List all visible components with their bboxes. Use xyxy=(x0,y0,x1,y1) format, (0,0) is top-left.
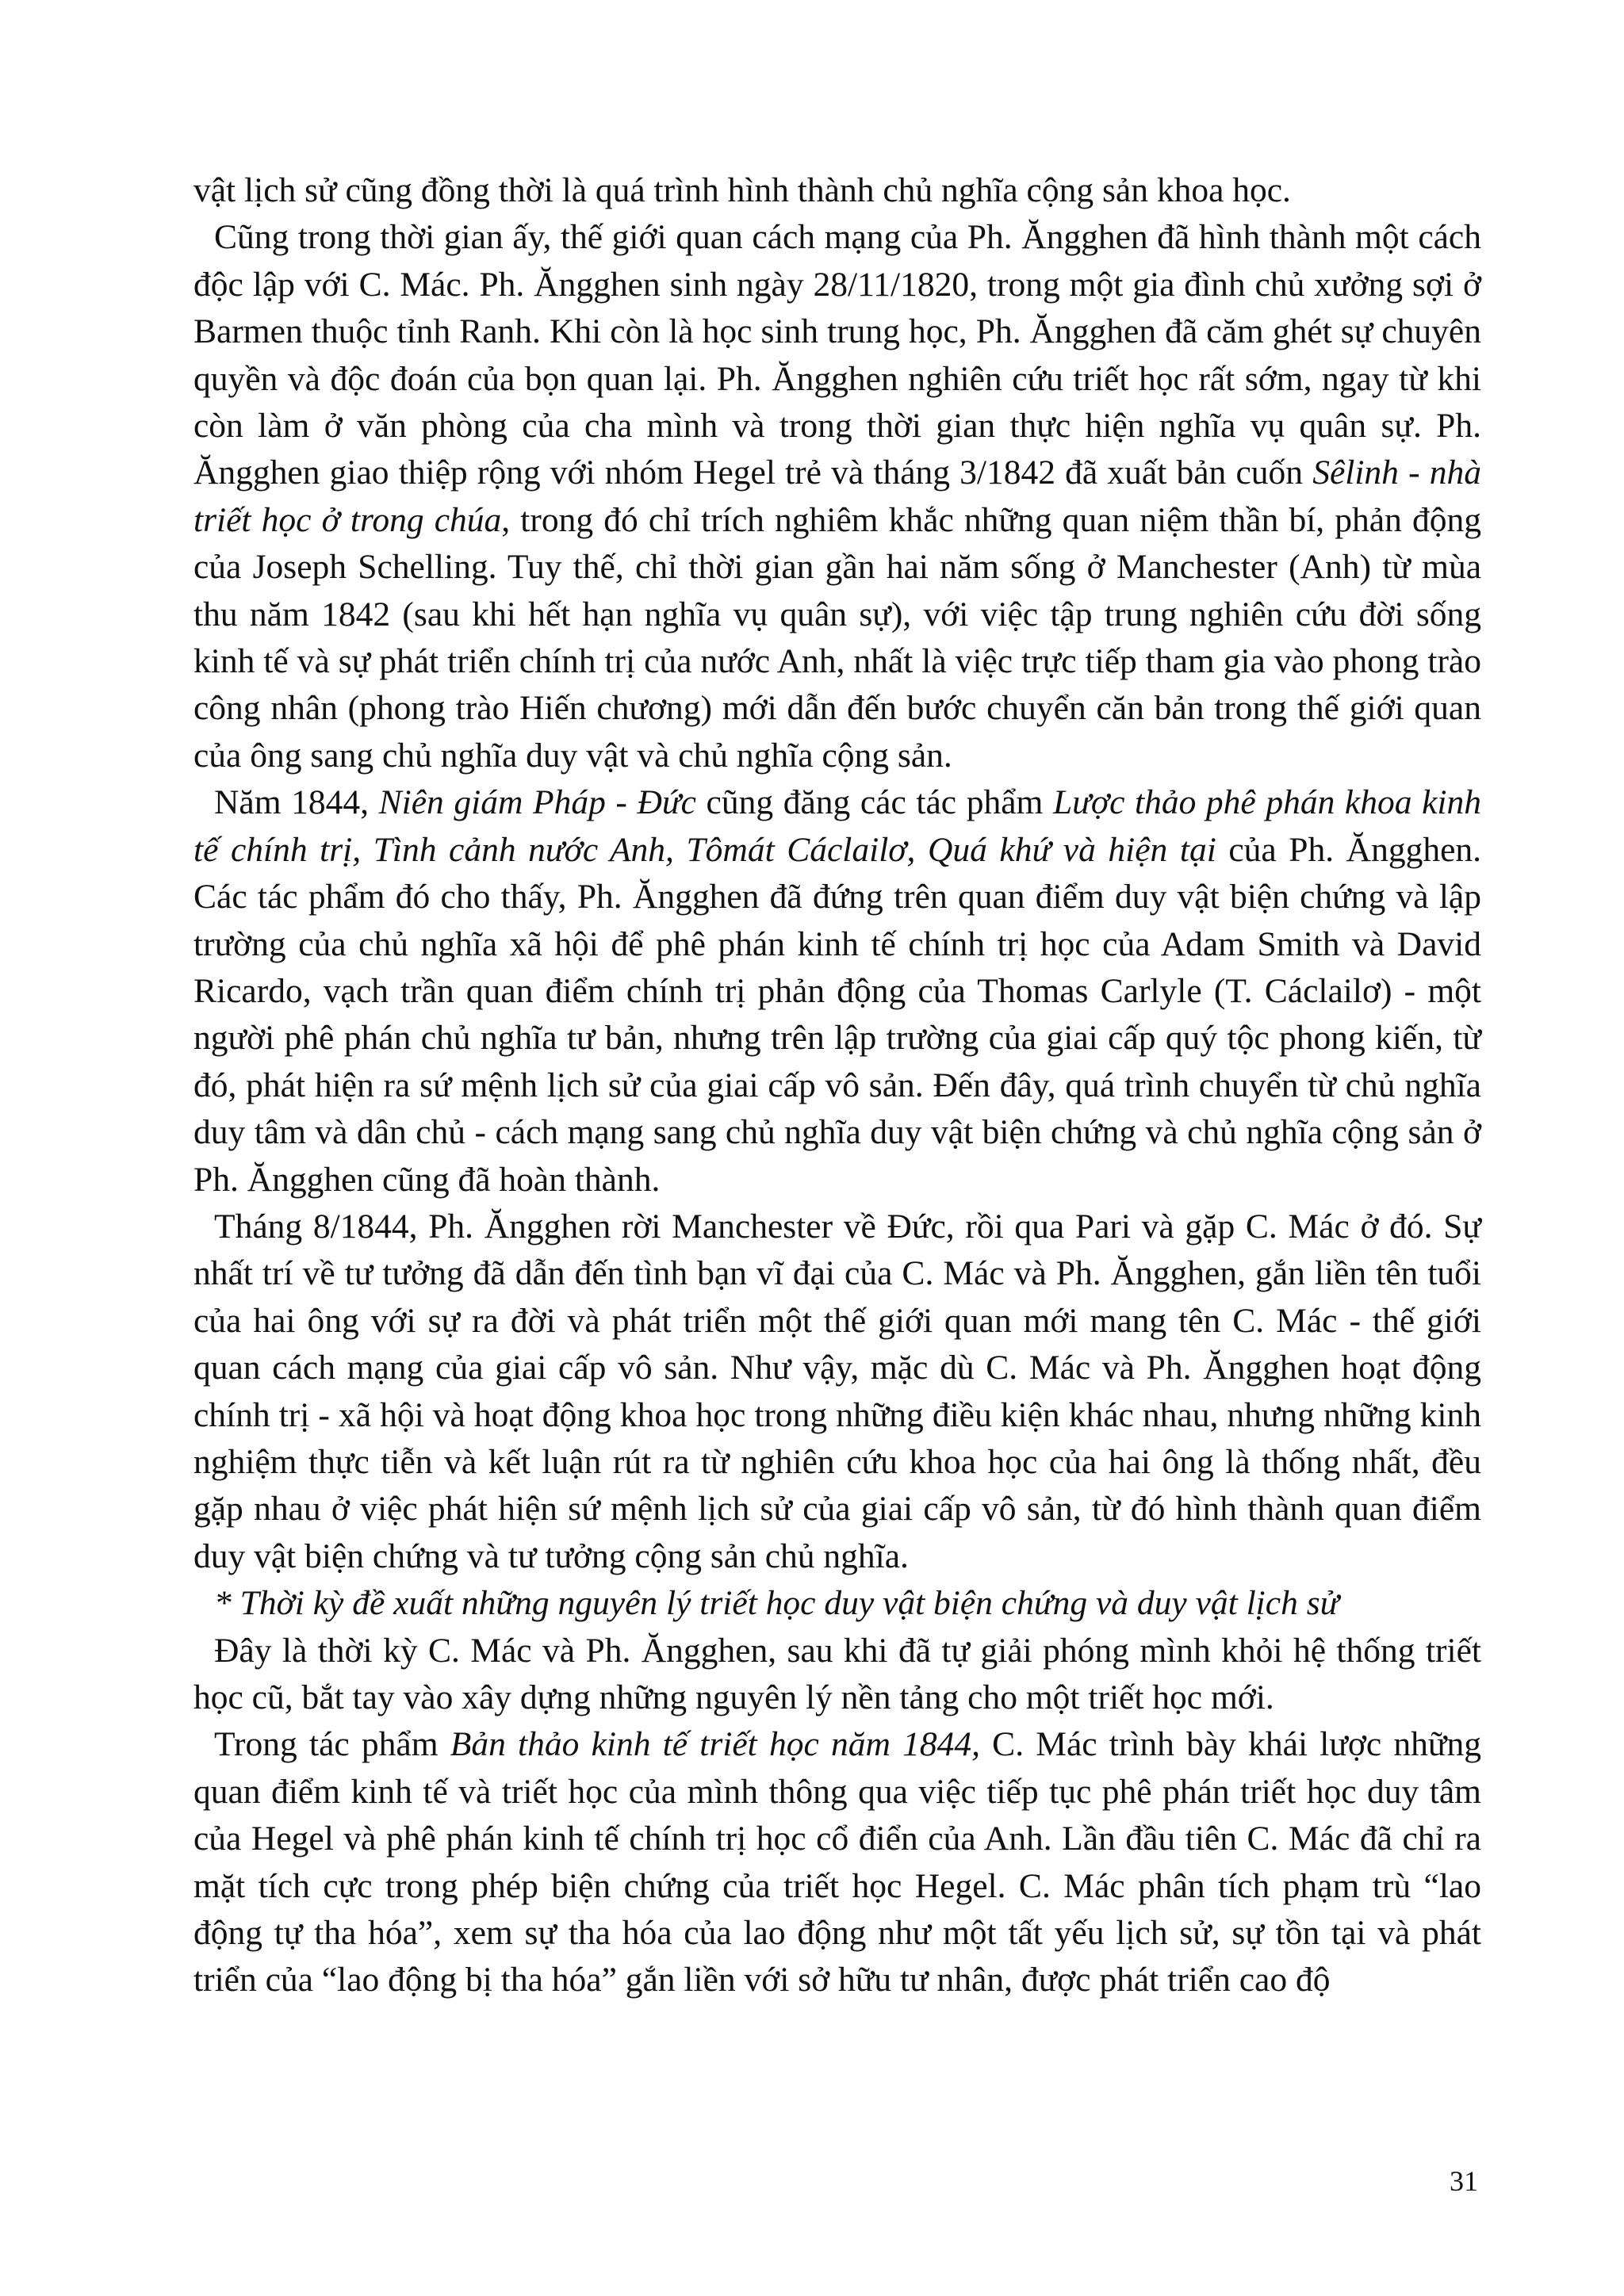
text-run: Trong tác phẩm xyxy=(214,1725,450,1764)
paragraph-1 xyxy=(193,167,1481,214)
text-run: Cũng trong thời gian ấy, thế giới quan cách mạng của Ph. Ăngghen đã hình thành một cách độc lập với C. Mác. Ph. Ăngghen sinh ngày 28/11/1820, trong một gia đình chủ xưởng sợi ở Barmen thuộc tỉnh Ranh. Khi còn là học sinh trung học, Ph. Ăngghen đã căm ghét sự chuyên quyền và độc đoán của bọn quan lại. Ph. Ăngghen nghiên cứu triết học rất sớm, ngay từ khi còn làm ở văn phòng của cha mình và trong thời gian thực hiện nghĩa vụ quân sự. Ph. Ăngghen giao thiệp rộng với nhóm Hegel trẻ và tháng 3/1842 đã xuất bản cuốn xyxy=(193,218,1481,492)
text-run: vật lịch sử cũng đồng thời là quá trình hình thành chủ nghĩa cộng sản khoa học. xyxy=(193,171,1291,209)
paragraph-6 xyxy=(193,1628,1481,1722)
text-run: , trong đó chỉ trích nghiêm khắc những quan niệm thần bí, phản động của Joseph Schelling. Tuy thế, chỉ thời gian gần hai năm sống ở Manchester (Anh) từ mùa thu năm 1842 (sau khi hết hạn nghĩa vụ quân sự), với việc tập trung nghiên cứu đời sống kinh tế và sự phát triển chính trị của nước Anh, nhất là việc trực tiếp tham gia vào phong trào công nhân (phong trào Hiến chương) mới dẫn đến bước chuyển căn bản trong thế giới quan của ông sang chủ nghĩa duy vật và chủ nghĩa cộng sản. xyxy=(193,500,1481,775)
text-run: cũng đăng các tác phẩm xyxy=(695,783,1053,822)
text-run: của Ph. Ăngghen. Các tác phẩm đó cho thấy, Ph. Ăngghen đã đứng trên quan điểm duy vật biện chứng và lập trường của chủ nghĩa xã hội để phê phán kinh tế chính trị học của Adam Smith và David Ricardo, vạch trần quan điểm chính trị phản động của Thomas Carlyle (T. Cáclailơ) - một người phê phán chủ nghĩa tư bản, nhưng trên lập trường của giai cấp quý tộc phong kiến, từ đó, phát hiện ra sứ mệnh lịch sử của giai cấp vô sản. Đến đây, quá trình chuyển từ chủ nghĩa duy tâm và dân chủ - cách mạng sang chủ nghĩa duy vật biện chứng và chủ nghĩa cộng sản ở Ph. Ăngghen cũng đã hoàn thành. xyxy=(193,830,1482,1199)
text-run: Đây là thời kỳ C. Mác và Ph. Ăngghen, sau khi đã tự giải phóng mình khỏi hệ thống triết học cũ, bắt tay vào xây dựng những nguyên lý nền tảng cho một triết học mới. xyxy=(193,1631,1481,1716)
paragraph-7 xyxy=(193,1721,1481,2003)
italic-works-titles: Lược thảo phê phán khoa kinh tế chính trị, Tình cảnh nước Anh, Tômát Cáclailơ, Quá khứ và hiện tại xyxy=(193,783,1481,869)
italic-heading-text: * Thời kỳ đề xuất những nguyên lý triết học duy vật biện chứng và duy vật lịch sử xyxy=(214,1584,1339,1623)
italic-journal-title: Niên giám Pháp - Đức xyxy=(378,783,696,822)
page-number: 31 xyxy=(1450,2165,1478,2197)
italic-book-title: Bản thảo kinh tế triết học năm 1844, xyxy=(450,1725,980,1764)
text-run: C. Mác trình bày khái lược những quan điểm kinh tế và triết học của mình thông qua việc tiếp tục phê phán triết học duy tâm của Hegel và phê phán kinh tế chính trị học cổ điển của Anh. Lần đầu tiên C. Mác đã chỉ ra mặt tích cực trong phép biện chứng của triết học Hegel. C. Mác phân tích phạm trù “lao động tự tha hóa”, xem sự tha hóa của lao động như một tất yếu lịch sử, sự tồn tại và phát triển của “lao động bị tha hóa” gắn liền với sở hữu tư nhân, được phát triển cao độ xyxy=(193,1725,1481,1999)
body-text xyxy=(193,167,1481,2004)
section-heading xyxy=(193,1580,1481,1627)
text-run: Năm 1844, xyxy=(214,783,379,822)
paragraph-4 xyxy=(193,1203,1481,1580)
paragraph-2 xyxy=(193,214,1481,779)
italic-book-title: Sêlinh - nhà triết học ở trong chúa xyxy=(193,453,1481,539)
text-run: Tháng 8/1844, Ph. Ăngghen rời Manchester về Đức, rồi qua Pari và gặp C. Mác ở đó. Sự nhất trí về tư tưởng đã dẫn đến tình bạn vĩ đại của C. Mác và Ph. Ăngghen, gắn liền tên tuổi của hai ông với sự ra đời và phát triển một thế giới quan mới mang tên C. Mác - thế giới quan cách mạng của giai cấp vô sản. Như vậy, mặc dù C. Mác và Ph. Ăngghen hoạt động chính trị - xã hội và hoạt động khoa học trong những điều kiện khác nhau, nhưng những kinh nghiệm thực tiễn và kết luận rút ra từ nghiên cứu khoa học của hai ông là thống nhất, đều gặp nhau ở việc phát hiện sứ mệnh lịch sử của giai cấp vô sản, từ đó hình thành quan điểm duy vật biện chứng và tư tưởng cộng sản chủ nghĩa. xyxy=(193,1207,1481,1575)
paragraph-3 xyxy=(193,779,1481,1203)
